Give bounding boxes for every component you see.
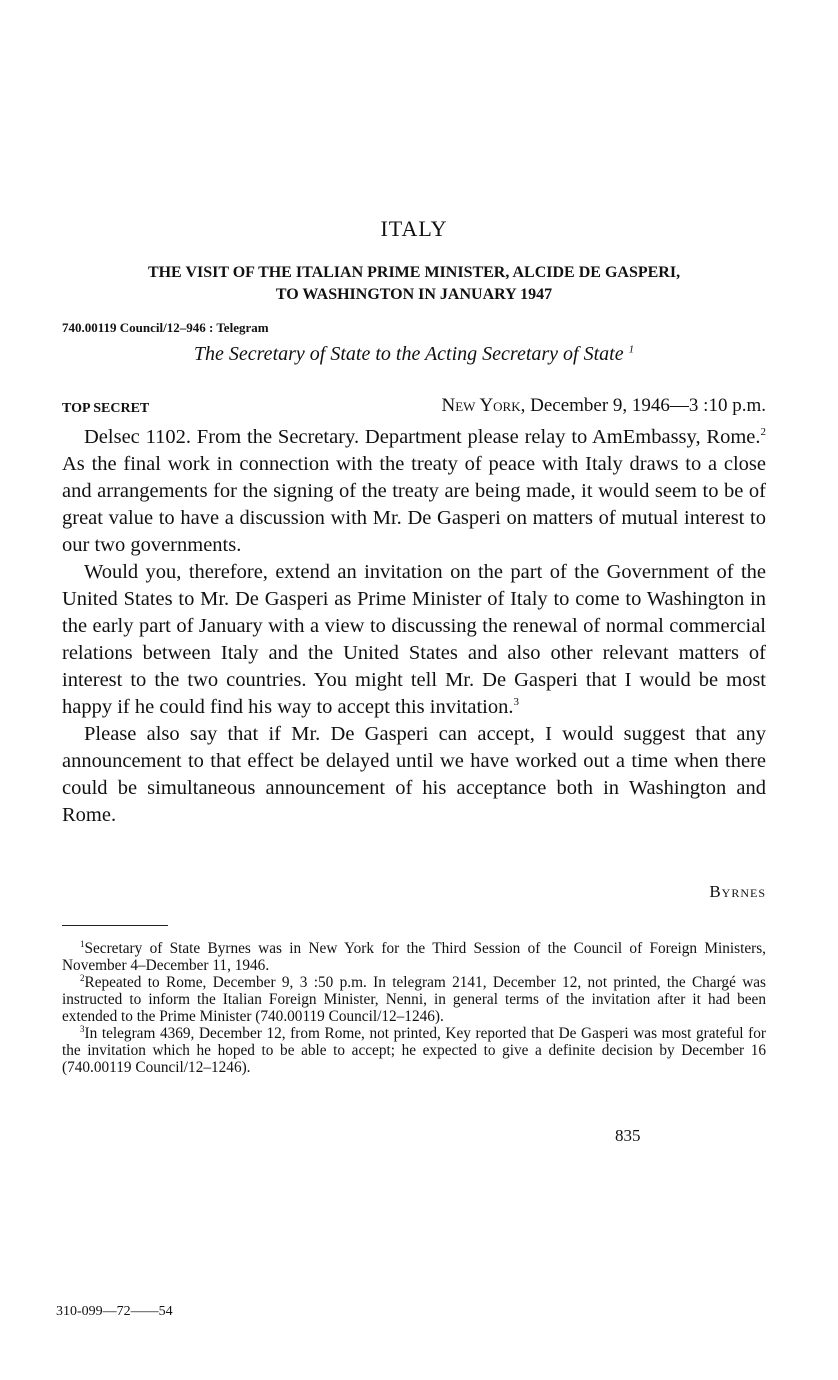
- footnote: [62, 1025, 766, 1076]
- telegram-body: [62, 424, 766, 829]
- dateline-date: , December 9, 1946—3 :10 p.m.: [520, 395, 766, 416]
- country-heading: ITALY: [380, 216, 448, 241]
- section-title-line-2: TO WASHINGTON IN JANUARY 1947: [275, 286, 553, 303]
- page-number: 835: [615, 1126, 641, 1145]
- print-code: 310-099—72——54: [56, 1304, 173, 1319]
- paragraph-text: Please also say that if Mr. De Gasperi can accept, I would suggest that any announcement to that effect be delayed until we have worked out a time when there could be simultaneous announcement of his acceptance both in Washington and Rome.: [62, 723, 766, 826]
- classification-label: TOP SECRET: [62, 401, 150, 416]
- footnote-number: 3: [80, 1023, 85, 1034]
- footnote-number: 2: [80, 972, 85, 983]
- dateline: [441, 395, 766, 417]
- footnote-divider: [62, 925, 168, 926]
- footnote-marker: 1: [628, 343, 635, 356]
- document-heading: [62, 343, 766, 366]
- paragraph-text: Would you, therefore, extend an invitation on the part of the Government of the United States to Mr. De Gasperi as Prime Minister of Italy to come to Washington in the early part of January with a view to discussing the renewal of normal commercial relations between Italy and the United States and also other relevant matters of interest to the two countries. You might tell Mr. De Gasperi that I would be most happy if he could find his way to accept this invitation.: [62, 561, 766, 718]
- paragraph: [62, 424, 766, 559]
- paragraph-text: As the final work in connection with the treaty of peace with Italy draws to a close and arrangements for the signing of the treaty are being made, it would seem to be of great value to have a discussion with Mr. De Gasperi on matters of mutual interest to our two governments.: [62, 453, 766, 556]
- footnote-marker: 3: [513, 696, 519, 709]
- section-title: [62, 262, 766, 306]
- paragraph: [62, 559, 766, 721]
- file-reference: 740.00119 Council/12–946 : Telegram: [62, 320, 269, 335]
- dateline-place: New York: [441, 395, 521, 416]
- footnote: [62, 974, 766, 1025]
- section-title-line-1: THE VISIT OF THE ITALIAN PRIME MINISTER, ALCIDE DE GASPERI,: [147, 264, 681, 281]
- signature: Byrnes: [709, 882, 766, 901]
- footnotes: [62, 940, 766, 1076]
- footnote-text: Secretary of State Byrnes was in New York for the Third Session of the Council of Foreign Ministers, November 4–December 11, 1946.: [62, 940, 766, 974]
- footnote-text: Repeated to Rome, December 9, 3 :50 p.m. In telegram 2141, December 12, not printed, the Chargé was instructed to inform the Italian Foreign Minister, Nenni, in general terms of the invitation after it had been extended to the Prime Minister (740.00119 Council/12–1246).: [62, 974, 766, 1025]
- footnote: [62, 940, 766, 974]
- paragraph: [62, 721, 766, 829]
- footnote-text: In telegram 4369, December 12, from Rome, not printed, Key reported that De Gasperi was most grateful for the invitation which he hoped to be able to accept; he expected to give a definite decision by December 16 (740.00119 Council/12–1246).: [62, 1025, 766, 1076]
- footnote-marker: 2: [760, 426, 766, 439]
- footnote-number: 1: [80, 938, 85, 949]
- document-heading-text: The Secretary of State to the Acting Secretary of State: [193, 343, 624, 365]
- paragraph-text: Delsec 1102. From the Secretary. Department please relay to AmEmbassy, Rome.: [84, 426, 761, 448]
